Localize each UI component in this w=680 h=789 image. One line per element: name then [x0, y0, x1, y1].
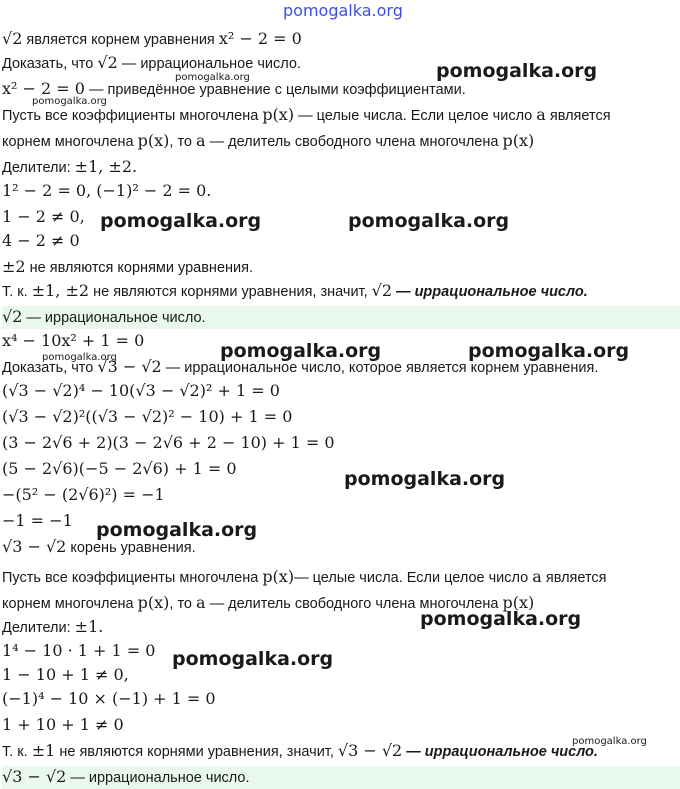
solution-line [2, 432, 680, 455]
math-expression: √3 − √2 [337, 741, 403, 760]
math-expression: p(x) [262, 105, 295, 124]
line-text: — целые числа. Если целое число [294, 570, 533, 586]
solution-line [2, 28, 680, 51]
line-text: является корнем уравнения [22, 32, 219, 48]
math-expression: √2 [371, 281, 393, 300]
math-expression: ±1. [74, 617, 104, 636]
watermark: pomogalka.org [172, 648, 334, 670]
math-expression: ±2 [2, 257, 26, 276]
line-text: Т. к. [2, 284, 32, 300]
math-expression: √3 − √2 [2, 537, 67, 556]
line-text: — иррациональное число. [66, 770, 250, 786]
solution-line [2, 104, 680, 127]
line-text: — иррациональное число. [22, 310, 206, 326]
line-text: — иррациональное число, которое является корнем уравнения. [161, 360, 599, 376]
line-text: , то [169, 596, 197, 612]
math-expression: ±1, ±2. [74, 157, 138, 176]
line-text: Делители: [2, 160, 75, 176]
math-expression: p(x) [137, 131, 170, 150]
watermark: pomogalka.org [436, 60, 598, 82]
line-text: Т. к. [2, 744, 32, 760]
math-expression: (5 − 2√6)(−5 − 2√6) + 1 = 0 [2, 459, 237, 478]
math-expression: a [532, 567, 542, 586]
math-expression: −1 = −1 [2, 511, 73, 530]
solution-line [2, 406, 680, 429]
emphasis-text: — иррациональное число. [392, 284, 588, 300]
math-expression: ±1 [31, 741, 56, 760]
line-text: не являются корнями уравнения. [25, 260, 253, 276]
math-expression: a [196, 593, 206, 612]
line-text: Делители: [2, 620, 75, 636]
line-text: Пусть все коэффициенты многочлена [2, 570, 263, 586]
line-text: не являются корнями уравнения, значит, [55, 744, 338, 760]
math-expression: p(x) [262, 567, 295, 586]
math-expression: x² − 2 = 0 [2, 79, 85, 98]
math-expression: (3 − 2√6 + 2)(3 − 2√6 + 2 − 10) + 1 = 0 [2, 433, 335, 452]
line-text: Пусть все коэффициенты многочлена [2, 108, 263, 124]
math-expression: −(5² − (2√6)²) = −1 [2, 485, 165, 504]
math-expression: a [536, 105, 546, 124]
watermark: pomogalka.org [175, 72, 250, 83]
math-expression: 1² − 2 = 0, (−1)² − 2 = 0. [2, 181, 212, 200]
math-expression: √2 [2, 29, 23, 48]
watermark: pomogalka.org [420, 608, 582, 630]
math-expression: √2 [2, 307, 23, 326]
math-expression: 1⁴ − 10 · 1 + 1 = 0 [2, 641, 156, 660]
line-text: является [545, 108, 611, 124]
math-expression: x² − 2 = 0 [218, 29, 302, 48]
solution-line [2, 766, 680, 789]
line-text: является [541, 570, 607, 586]
solution-line [2, 256, 680, 279]
watermark: pomogalka.org [96, 519, 258, 541]
solution-line [2, 156, 680, 179]
math-expression: 4 − 2 ≠ 0 [2, 231, 80, 250]
solution-line [2, 484, 680, 507]
math-expression: 1 + 10 + 1 ≠ 0 [2, 715, 124, 734]
solution-line [2, 640, 680, 663]
emphasis-text: — иррациональное число. [402, 744, 598, 760]
watermark: pomogalka.org [220, 340, 382, 362]
solution-line [2, 380, 680, 403]
watermark: pomogalka.org [42, 352, 117, 363]
line-text: Доказать, что [2, 56, 98, 72]
line-text: — целые числа. Если целое число [294, 108, 537, 124]
line-text: — делитель свободного члена многочлена [205, 596, 503, 612]
solution-line [2, 306, 680, 329]
watermark: pomogalka.org [32, 96, 107, 107]
solution-line [2, 130, 680, 153]
line-text: корнем многочлена [2, 134, 138, 150]
line-text: — делитель свободного члена многочлена [205, 134, 503, 150]
math-expression: ±1, ±2 [31, 281, 90, 300]
solution-line [2, 664, 680, 687]
math-expression: √3 − √2 [97, 357, 162, 376]
watermark: pomogalka.org [344, 468, 506, 490]
math-expression: x⁴ − 10x² + 1 = 0 [2, 331, 145, 350]
math-expression: √2 [97, 53, 118, 72]
math-expression: 1 − 2 ≠ 0, [2, 207, 85, 226]
math-expression: p(x) [502, 593, 535, 612]
math-expression: (√3 − √2)⁴ − 10(√3 − √2)² + 1 = 0 [2, 381, 280, 400]
math-expression: p(x) [502, 131, 535, 150]
watermark: pomogalka.org [348, 210, 510, 232]
watermark: pomogalka.org [572, 736, 647, 747]
watermark: pomogalka.org [468, 340, 630, 362]
line-text: корень уравнения. [66, 540, 196, 556]
line-text: — приведённое уравнение с целыми коэффициентами. [84, 82, 466, 98]
line-text: корнем многочлена [2, 596, 138, 612]
math-expression: (√3 − √2)²((√3 − √2)² − 10) + 1 = 0 [2, 407, 293, 426]
solution-line [2, 280, 680, 303]
site-watermark-top: pomogalka.org [283, 1, 403, 20]
solution-line [2, 688, 680, 711]
math-expression: 1 − 10 + 1 ≠ 0, [2, 665, 129, 684]
line-text: , то [169, 134, 197, 150]
watermark: pomogalka.org [100, 210, 262, 232]
solution-line [2, 180, 680, 203]
line-text: не являются корнями уравнения, значит, [89, 284, 372, 300]
solution-line [2, 458, 680, 481]
line-text: Доказать, что [2, 360, 98, 376]
line-text: — иррациональное число. [117, 56, 301, 72]
solution-line [2, 566, 680, 589]
solution-line [2, 230, 680, 253]
math-expression: p(x) [137, 593, 170, 612]
math-expression: (−1)⁴ − 10 × (−1) + 1 = 0 [2, 689, 216, 708]
solution-line [2, 714, 680, 737]
math-expression: √3 − √2 [2, 767, 67, 786]
math-expression: a [196, 131, 206, 150]
